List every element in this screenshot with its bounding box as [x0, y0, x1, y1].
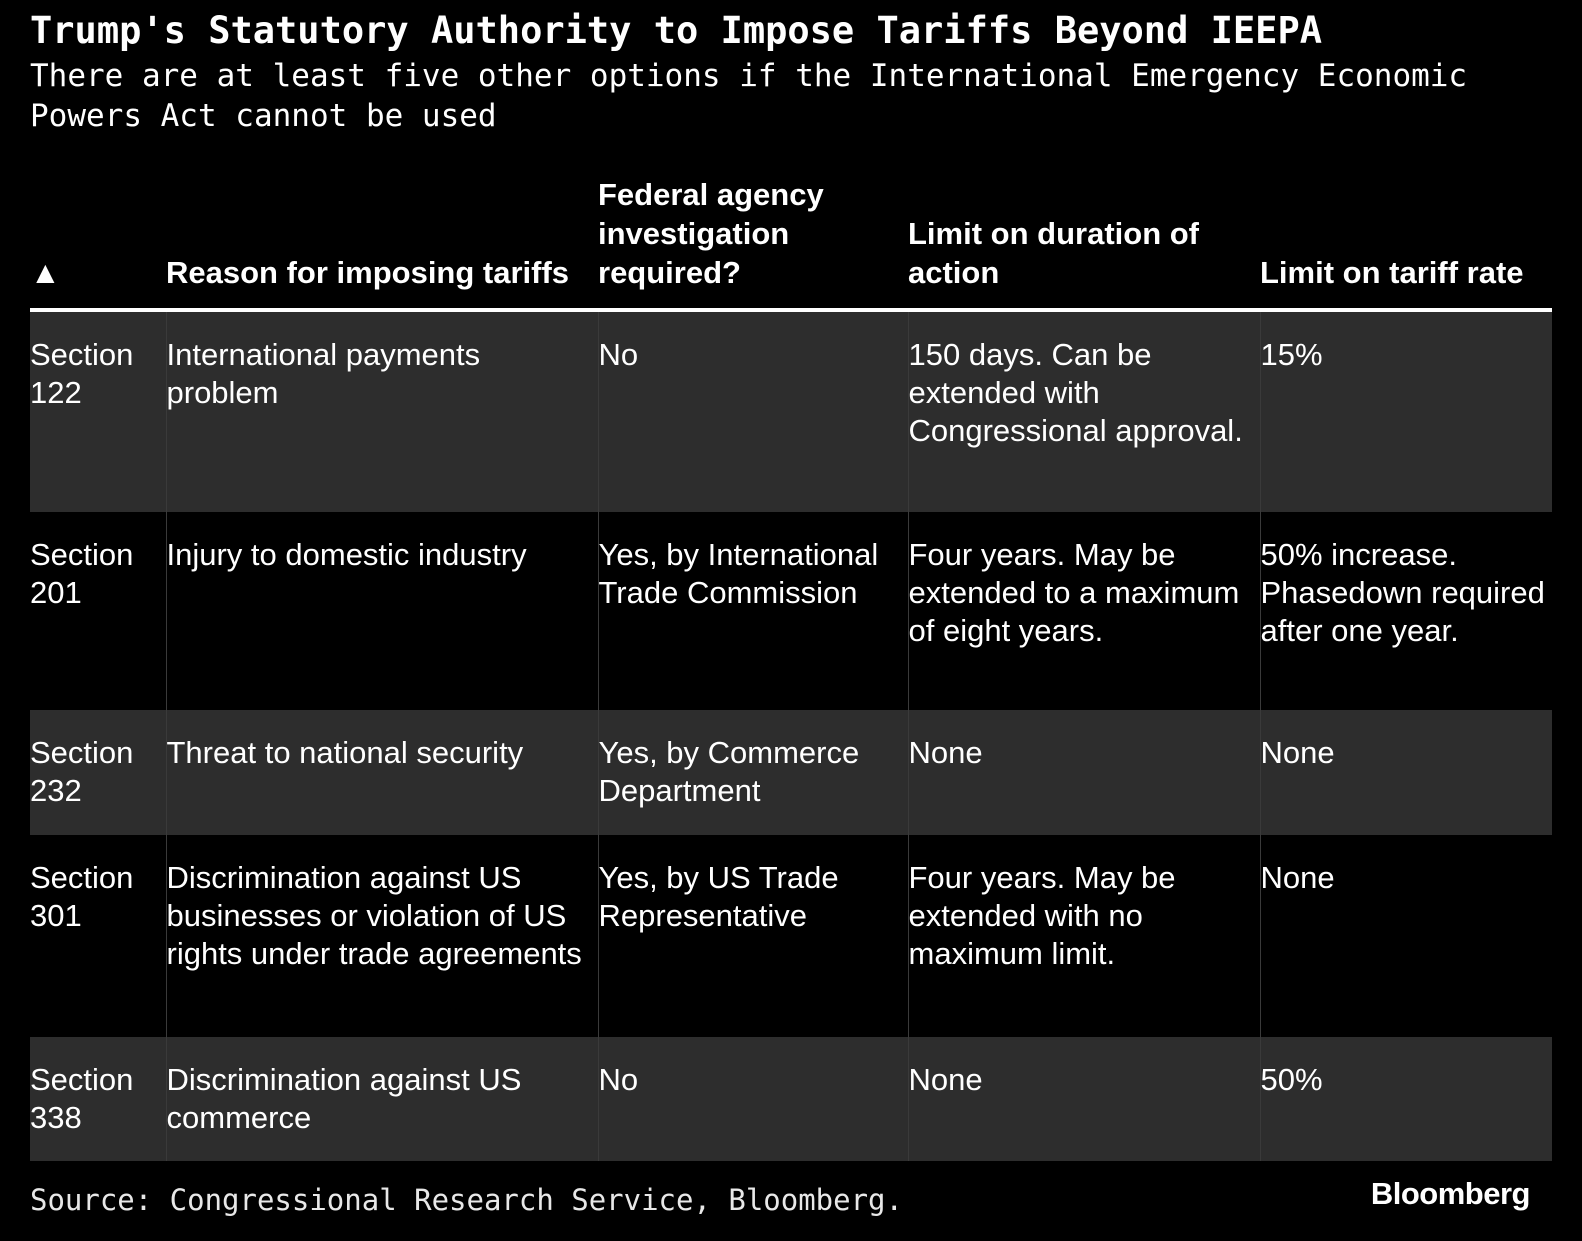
cell-investigation: Yes, by US Trade Representative [598, 835, 908, 1037]
cell-reason: Discrimination against US businesses or violation of US rights under trade agreements [166, 835, 598, 1037]
cell-rate: None [1260, 835, 1552, 1037]
cell-section: Section 338 [30, 1037, 166, 1161]
table-row [30, 1037, 1552, 1161]
cell-reason: International payments problem [166, 310, 598, 512]
cell-investigation: Yes, by International Trade Commission [598, 512, 908, 710]
cell-investigation: Yes, by Commerce Department [598, 710, 908, 835]
chart-subtitle: There are at least five other options if the International Emergency Economic Powers Act cannot be used [30, 58, 1468, 134]
sort-ascending-icon[interactable]: ▲ [30, 168, 166, 310]
cell-section: Section 301 [30, 860, 134, 933]
cell-duration: None [908, 1037, 1260, 1161]
cell-section: Section 201 [30, 537, 134, 610]
cell-reason: Discrimination against US commerce [166, 1037, 598, 1161]
column-header-investigation[interactable]: Federal agency investigation required? [598, 168, 908, 310]
table-row [30, 512, 1552, 710]
cell-rate: 50% [1260, 1037, 1552, 1161]
column-header-rate[interactable]: Limit on tariff rate [1260, 168, 1552, 310]
chart-title: Trump's Statutory Authority to Impose Tariffs Beyond IEEPA [30, 9, 1323, 52]
cell-duration: None [908, 710, 1260, 835]
cell-duration: Four years. May be extended with no maximum limit. [908, 835, 1260, 1037]
table-row [30, 710, 1552, 835]
cell-duration: 150 days. Can be extended with Congressional approval. [908, 310, 1260, 512]
source-note: Source: Congressional Research Service, Bloomberg. [30, 1183, 903, 1217]
table-row [30, 310, 1552, 512]
table-row [30, 835, 1552, 1037]
cell-rate: 50% increase. Phasedown required after one year. [1260, 512, 1552, 710]
cell-investigation: No [598, 310, 908, 512]
tariff-authority-table [30, 168, 1552, 1161]
bloomberg-logo: Bloomberg [1370, 1176, 1530, 1211]
cell-investigation: No [598, 1037, 908, 1161]
cell-section: Section 122 [30, 310, 166, 512]
cell-reason: Threat to national security [166, 710, 598, 835]
cell-rate: None [1260, 710, 1552, 835]
cell-reason: Injury to domestic industry [166, 512, 598, 710]
column-header-reason[interactable]: Reason for imposing tariffs [166, 168, 598, 310]
column-header-duration[interactable]: Limit on duration of action [908, 168, 1260, 310]
cell-section: Section 232 [30, 710, 166, 835]
cell-rate: 15% [1260, 310, 1552, 512]
table-header-row [30, 168, 1552, 310]
cell-duration: Four years. May be extended to a maximum of eight years. [908, 512, 1260, 710]
